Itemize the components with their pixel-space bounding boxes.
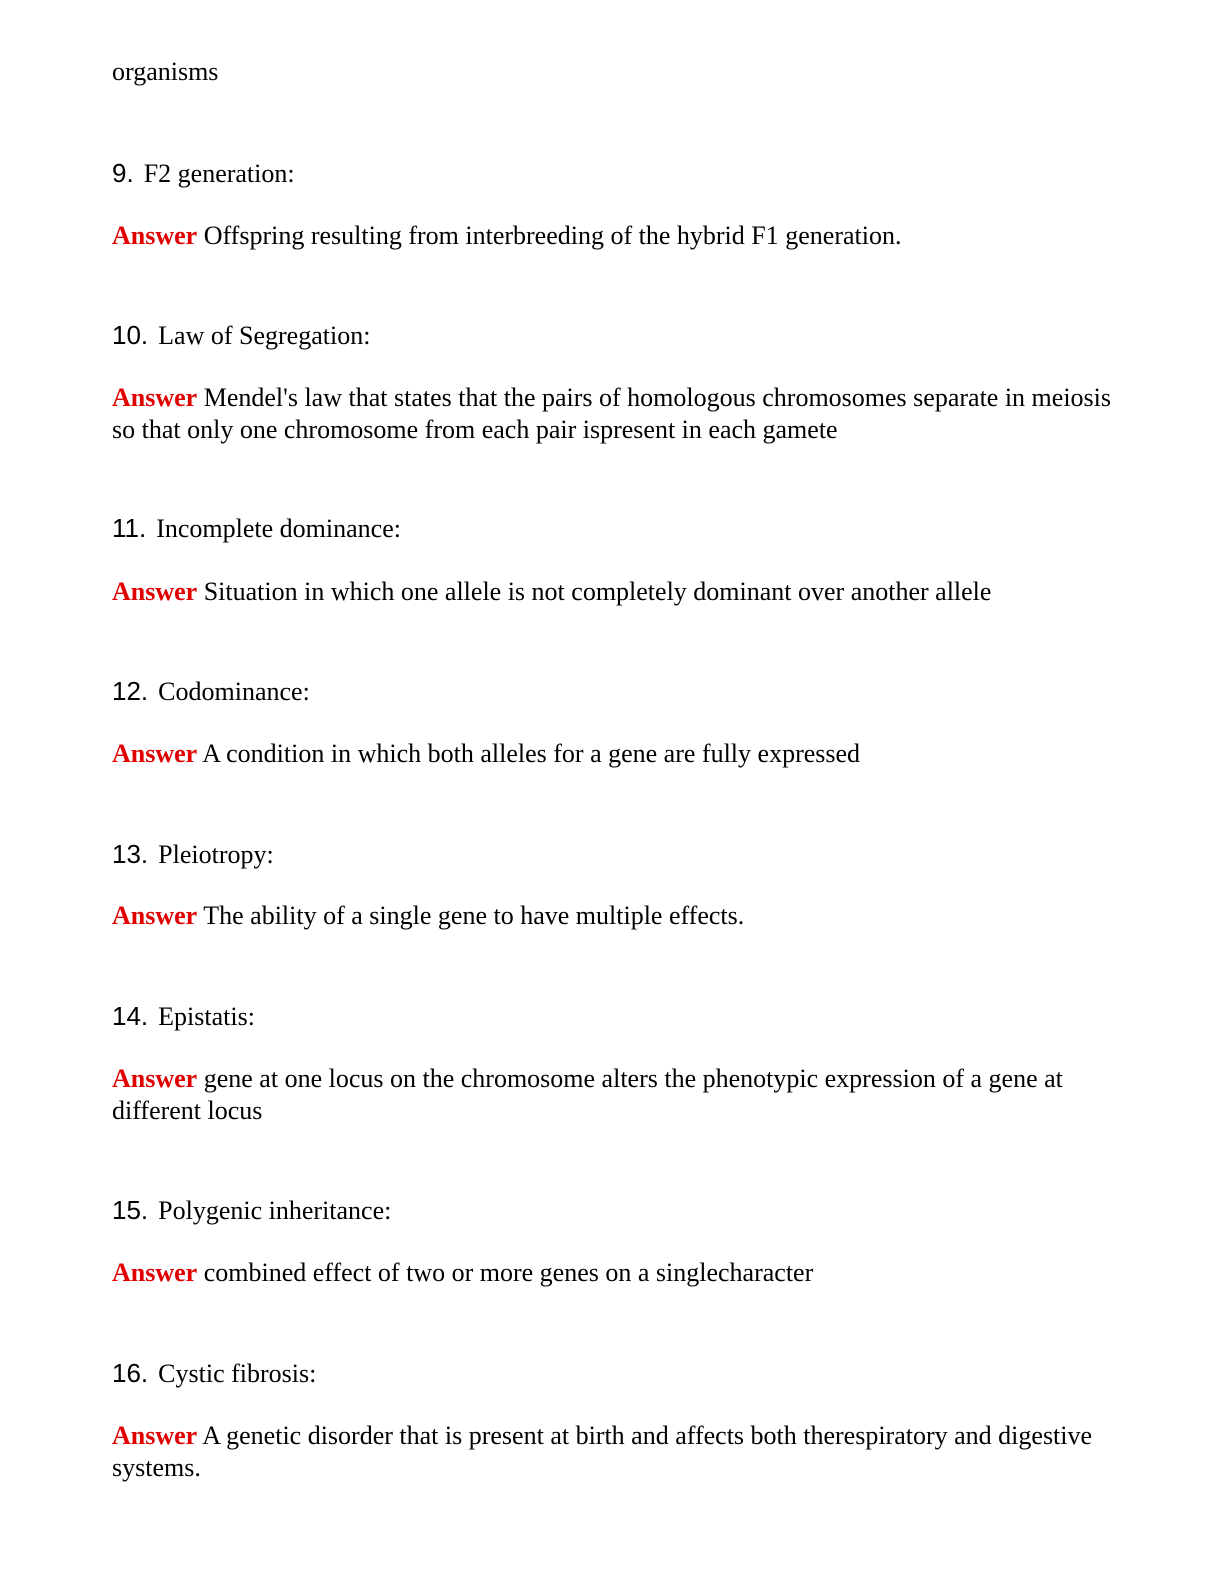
answer-label: Answer (112, 577, 198, 606)
question-number: 13. (112, 839, 149, 869)
answer-label: Answer (112, 739, 198, 768)
question-13 (112, 838, 1112, 871)
answer-label: Answer (112, 221, 198, 250)
answer-13 (112, 900, 1112, 932)
question-term: Law of Segregation: (158, 321, 371, 350)
answer-16 (112, 1420, 1112, 1484)
question-term: Cystic fibrosis: (158, 1359, 317, 1388)
answer-text: A genetic disorder that is present at birth and affects both therespiratory and digestive systems. (112, 1421, 1093, 1482)
question-term: Codominance: (158, 677, 310, 706)
answer-text: gene at one locus on the chromosome alters the phenotypic expression of a gene at different locus (112, 1064, 1063, 1125)
answer-10 (112, 382, 1112, 446)
question-10 (112, 319, 1112, 352)
answer-text: Offspring resulting from interbreeding of the hybrid F1 generation. (203, 221, 902, 250)
continuation-text: organisms (112, 57, 219, 86)
question-16 (112, 1357, 1112, 1390)
question-12 (112, 675, 1112, 708)
question-term: F2 generation: (143, 159, 295, 188)
answer-text: Mendel's law that states that the pairs of homologous chromosomes separate in meiosis so that only one chromosome from each pair ispresent in each gamete (112, 383, 1112, 444)
answer-text: Situation in which one allele is not completely dominant over another allele (203, 577, 992, 606)
question-term: Epistatis: (158, 1002, 255, 1031)
answer-14 (112, 1063, 1112, 1127)
answer-9 (112, 220, 1112, 252)
question-number: 16. (112, 1358, 149, 1388)
answer-label: Answer (112, 1258, 198, 1287)
answer-label: Answer (112, 383, 198, 412)
answer-label: Answer (112, 1421, 198, 1450)
question-term: Polygenic inheritance: (158, 1196, 392, 1225)
question-term: Incomplete dominance: (156, 514, 401, 543)
answer-text: combined effect of two or more genes on a singlecharacter (203, 1258, 814, 1287)
question-15 (112, 1194, 1112, 1227)
question-number: 9. (112, 158, 134, 188)
answer-15 (112, 1257, 1112, 1289)
question-number: 14. (112, 1001, 149, 1031)
answer-text: The ability of a single gene to have multiple effects. (203, 901, 745, 930)
answer-12 (112, 738, 1112, 770)
question-term: Pleiotropy: (158, 840, 274, 869)
question-9 (112, 157, 1112, 190)
answer-label: Answer (112, 1064, 198, 1093)
question-11 (112, 512, 1112, 545)
answer-11 (112, 576, 1112, 608)
answer-label: Answer (112, 901, 198, 930)
question-number: 15. (112, 1195, 149, 1225)
question-number: 10. (112, 320, 149, 350)
question-number: 11. (112, 513, 147, 543)
question-14 (112, 1000, 1112, 1033)
question-number: 12. (112, 676, 149, 706)
answer-text: A condition in which both alleles for a gene are fully expressed (202, 739, 861, 768)
